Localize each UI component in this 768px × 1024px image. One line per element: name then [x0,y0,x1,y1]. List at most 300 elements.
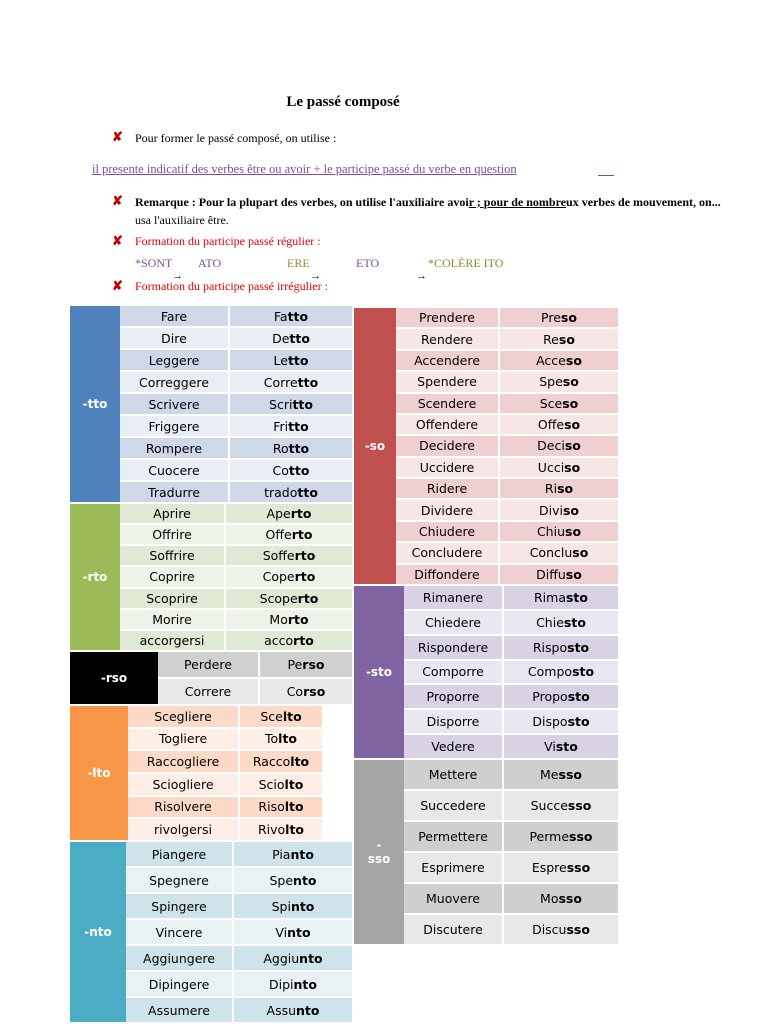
table-row [404,884,620,915]
participle-cell [234,894,354,920]
rule-underline [598,175,614,176]
participle-stem: Succe [530,798,568,813]
participle-stem: Spe [539,374,563,390]
infinitive-cell: Permettere [404,822,504,853]
participle-cell [504,586,620,611]
table-row [120,525,354,546]
participle-stem: Espre [531,860,567,875]
participle-ending: so [562,374,579,390]
table-row [404,685,620,710]
participle-stem: Scri [269,396,293,412]
participle-ending: sso [567,798,592,813]
remark-part-b: r ; pour de nombre [468,195,567,209]
infinitive-cell: Rimanere [404,586,504,611]
participle-ending: tto [297,484,318,500]
table-row [126,842,354,868]
participle-stem: Discu [532,922,567,937]
infinitive-cell: Aprire [120,504,226,525]
table-row [396,565,620,586]
participle-cell [504,822,620,853]
bullet-cross-icon: ✘ [112,233,123,248]
table-row [396,372,620,393]
participle-ending: so [564,417,581,433]
ending-label-so: -so [354,308,396,586]
bullet-cross-icon: ✘ [112,129,123,144]
table-row [120,482,354,504]
infinitive-cell: Dipingere [126,972,234,998]
table-row [404,791,620,822]
table-row [126,920,354,946]
participle-ending: rto [293,632,314,648]
infinitive-cell: Aggiungere [126,946,234,972]
participle-ending: lto [282,708,302,724]
participle-stem: Re [543,331,559,347]
participle-stem: Divi [539,502,563,518]
ending-ato: ATO [198,256,222,270]
participle-cell [500,500,620,521]
participle-stem: Racco [252,754,291,770]
participle-stem: Chie [536,614,564,630]
infinitive-cell: Prendere [396,308,500,329]
table-row [120,438,354,460]
ending-label-sto: -sto [354,586,404,760]
participle-cell [230,372,354,394]
participle-stem: Co [286,684,304,699]
participle-cell [230,394,354,416]
participle-cell [230,350,354,372]
participle-ending: lto [285,822,305,838]
participle-stem: Co [272,462,289,478]
participle-stem: Pe [287,657,303,672]
participle-stem: Chiu [536,524,565,540]
participle-cell [504,661,620,686]
table-row [404,822,620,853]
bullet-cross-icon: ✘ [112,193,123,208]
table-row [396,479,620,500]
ending-label-lto: -lto [70,706,128,842]
table-row [404,586,620,611]
infinitive-cell: Chiudere [396,522,500,543]
table-row [396,500,620,521]
participle-cell [504,915,620,946]
participle-cell [230,328,354,350]
participle-ending: rto [287,611,309,627]
table-row [120,372,354,394]
participle-ending: tto [287,352,309,368]
table-row [120,306,354,328]
participle-cell [500,329,620,350]
participle-ending: sso [569,829,593,844]
remark-line-2: usa l'auxiliaire être. [135,213,229,227]
participle-cell [500,372,620,393]
participle-stem: Riso [258,799,285,815]
participle-ending: tto [297,374,319,390]
participle-stem: Vi [544,739,556,755]
participle-stem: trado [264,484,298,500]
participle-ending: tto [292,396,313,412]
participle-ending: tto [288,462,310,478]
table-row [158,652,354,679]
table-row [396,308,620,329]
infinitive-cell: Scendere [396,394,500,415]
participle-cell [230,306,354,328]
participle-stem: Cope [262,569,295,585]
participle-ending: lto [284,799,304,815]
infinitive-cell: Offrire [120,525,226,546]
infinitive-cell: Disporre [404,710,504,735]
participle-ending: nto [296,1002,320,1018]
participle-ending: sto [555,739,578,755]
rule-line: il presente indicatif des verbes être ou avoir + le participe passé du verbe en question [92,162,517,176]
participle-stem: Assu [266,1002,297,1018]
ending-sont: *SONT [135,256,173,270]
participle-ending: so [572,545,589,561]
participle-stem: Offe [537,417,565,433]
participle-stem: Fa [273,308,288,324]
table-row [404,735,620,760]
infinitive-cell: Spingere [126,894,234,920]
participle-ending: nto [287,924,311,940]
table-row [128,774,324,797]
table-row [404,760,620,791]
participle-cell [500,415,620,436]
participle-cell [230,482,354,504]
infinitive-cell: Chiedere [404,611,504,636]
participle-ending: rso [303,684,326,699]
ending-label-tto: -tto [70,306,120,504]
participle-ending: sto [565,589,588,605]
ending-label-nto: -nto [70,842,126,1024]
infinitive-cell: Discutere [404,915,504,946]
participle-stem: Ri [544,481,558,497]
participle-cell [500,543,620,564]
table-row [396,522,620,543]
table-row [120,631,354,652]
participle-cell [230,460,354,482]
table-row [128,797,324,820]
participle-cell [260,679,354,706]
infinitive-cell: Correre [158,679,260,706]
table-row [120,504,354,525]
table-row [126,946,354,972]
participle-ending: rto [297,590,319,606]
participle-cell [226,610,354,631]
table-row [396,394,620,415]
participle-ending: lto [284,776,304,792]
participle-cell [230,438,354,460]
participle-cell [240,751,324,774]
participle-ending: nto [293,872,317,888]
infinitive-cell: Raccogliere [128,751,240,774]
participle-cell [504,735,620,760]
participle-stem: Mo [269,611,288,627]
participle-cell [226,504,354,525]
arrow-icon: → [310,270,321,282]
participle-cell [504,760,620,791]
participle-ending: sso [566,860,591,875]
participle-cell [234,842,354,868]
participle-ending: so [562,502,579,518]
participle-cell [234,946,354,972]
participle-ending: so [565,566,582,582]
regular-heading: Formation du participe passé régulier : [135,234,321,248]
intro-line: Pour former le passé composé, on utilise : [135,131,337,145]
arrow-icon: → [172,270,183,282]
participle-stem: Sce [260,708,283,724]
table-row [396,543,620,564]
infinitive-cell: Fare [120,306,230,328]
table-sso [354,760,620,946]
infinitive-cell: Vedere [404,735,504,760]
participle-stem: Scope [259,590,298,606]
participle-ending: tto [288,440,310,456]
participle-ending: lto [290,754,310,770]
infinitive-cell: Proporre [404,685,504,710]
participle-cell [240,729,324,752]
participle-stem: Sce [539,395,563,411]
ending-label-rso: -rso [70,652,158,706]
ending-colere: *COLÈRE ITO [428,256,504,270]
participle-cell [240,774,324,797]
infinitive-cell: Perdere [158,652,260,679]
infinitive-cell: Piangere [126,842,234,868]
participle-stem: Propo [532,689,568,705]
participle-ending: tto [288,418,309,434]
participle-stem: Diffu [536,566,566,582]
participle-ending: nto [290,898,315,914]
participle-ending: so [558,331,575,347]
participle-cell [500,394,620,415]
table-row [120,350,354,372]
table-row [126,972,354,998]
table-row [396,436,620,457]
participle-ending: so [564,459,581,475]
participle-cell [260,652,354,679]
table-rto [70,504,354,652]
infinitive-cell: Cuocere [120,460,230,482]
table-row [126,868,354,894]
table-row [120,460,354,482]
participle-stem: De [272,330,290,346]
ending-eto: ETO [356,256,380,270]
table-row [404,853,620,884]
infinitive-cell: Risolvere [128,797,240,820]
participle-cell [500,436,620,457]
infinitive-cell: Sciogliere [128,774,240,797]
infinitive-cell: Succedere [404,791,504,822]
participle-stem: Corre [263,374,298,390]
participle-cell [226,631,354,652]
infinitive-cell: Friggere [120,416,230,438]
table-lto [70,706,324,842]
participle-stem: Rispo [532,639,568,655]
table-row [120,610,354,631]
participle-stem: Pia [272,846,291,862]
participle-stem: Ape [266,506,291,522]
participle-stem: Rivo [257,822,286,838]
table-row [120,589,354,610]
table-so [354,308,620,586]
participle-cell [504,685,620,710]
table-row [128,819,324,842]
participle-cell [500,308,620,329]
participle-ending: nto [293,976,317,992]
participle-stem: Acce [536,352,566,368]
participle-stem: Vi [275,924,288,940]
participle-stem: Dispo [532,714,568,730]
table-row [158,679,354,706]
infinitive-cell: Coprire [120,567,226,588]
participle-stem: Rima [533,589,566,605]
participle-ending: nto [299,950,323,966]
participle-ending: sto [563,614,586,630]
participle-stem: Spi [271,898,291,914]
participle-ending: rto [294,548,316,564]
participle-ending: sto [572,664,595,680]
participle-ending: rto [290,506,312,522]
participle-stem: To [264,731,279,747]
participle-cell [504,636,620,661]
participle-ending: so [560,310,577,326]
participle-cell [500,479,620,500]
participle-stem: Ro [272,440,289,456]
remark-part-c: ux verbes de mouvement, on... [566,195,721,209]
participle-cell [226,567,354,588]
infinitive-cell: Scrivere [120,394,230,416]
infinitive-cell: Togliere [128,729,240,752]
ending-label-rto: -rto [70,504,120,652]
participle-stem: Le [273,352,288,368]
participle-ending: sso [566,922,590,937]
participle-cell [240,706,324,729]
participle-cell [500,458,620,479]
table-row [396,415,620,436]
infinitive-cell: Concludere [396,543,500,564]
participle-stem: Conclu [529,545,573,561]
participle-cell [234,920,354,946]
infinitive-cell: Comporre [404,661,504,686]
table-row [396,351,620,372]
infinitive-cell: Spegnere [126,868,234,894]
participle-cell [226,525,354,546]
participle-stem: Compo [527,664,573,680]
table-row [126,998,354,1024]
infinitive-cell: Offendere [396,415,500,436]
participle-cell [234,868,354,894]
table-row [128,729,324,752]
infinitive-cell: Esprimere [404,853,504,884]
participle-cell [226,546,354,567]
participle-stem: Fri [273,418,289,434]
table-tto [70,306,354,504]
participle-cell [500,565,620,586]
infinitive-cell: Dire [120,328,230,350]
participle-stem: Offe [265,527,292,543]
participle-stem: Ucci [537,459,565,475]
remark-part-a: Remarque : Pour la plupart des verbes, on utilise l'auxiliaire avoi [135,195,469,209]
table-row [120,416,354,438]
participle-cell [226,589,354,610]
participle-stem: Perme [529,829,570,844]
infinitive-cell: Mettere [404,760,504,791]
page-title: Le passé composé [286,94,400,110]
participle-cell [504,611,620,636]
participle-stem: Deci [537,438,565,454]
irregular-heading: Formation du participe passé irrégulier : [135,279,328,293]
participle-stem: Pre [541,310,561,326]
table-row [396,329,620,350]
participle-stem: Mo [540,891,559,906]
participle-cell [504,853,620,884]
table-row [120,546,354,567]
infinitive-cell: Rendere [396,329,500,350]
participle-ending: sto [567,639,590,655]
participle-stem: acco [264,632,294,648]
table-row [404,611,620,636]
table-row [128,706,324,729]
participle-stem: Aggiu [263,950,300,966]
table-row [120,567,354,588]
table-row [120,328,354,350]
participle-stem: Spe [269,872,294,888]
participle-stem: Me [540,767,559,782]
participle-ending: so [564,438,581,454]
arrow-icon: → [416,270,427,282]
participle-cell [234,972,354,998]
participle-stem: Soffe [262,548,295,564]
participle-ending: sso [558,891,582,906]
table-row [128,751,324,774]
participle-cell [234,998,354,1024]
ending-ere: ERE [287,256,310,270]
infinitive-cell: Vincere [126,920,234,946]
infinitive-cell: Correggere [120,372,230,394]
participle-ending: tto [289,330,310,346]
infinitive-cell: Scegliere [128,706,240,729]
participle-ending: tto [287,308,309,324]
infinitive-cell: accorgersi [120,631,226,652]
participle-ending: sto [567,689,590,705]
participle-ending: so [565,352,582,368]
participle-stem: Scio [258,776,285,792]
participle-cell [504,884,620,915]
remark-line [135,195,721,209]
infinitive-cell: Muovere [404,884,504,915]
participle-ending: so [565,524,582,540]
infinitive-cell: Uccidere [396,458,500,479]
participle-ending: sso [558,767,582,782]
infinitive-cell: Morire [120,610,226,631]
participle-ending: so [557,481,574,497]
participle-cell [240,819,324,842]
participle-cell [230,416,354,438]
infinitive-cell: Tradurre [120,482,230,504]
infinitive-cell: Accendere [396,351,500,372]
infinitive-cell: Rompere [120,438,230,460]
infinitive-cell: Diffondere [396,565,500,586]
participle-cell [504,791,620,822]
participle-ending: so [562,395,579,411]
participle-ending: rto [291,527,313,543]
infinitive-cell: Spendere [396,372,500,393]
table-nto [70,842,354,1024]
infinitive-cell: Dividere [396,500,500,521]
infinitive-cell: Ridere [396,479,500,500]
table-row [120,394,354,416]
infinitive-cell: rivolgersi [128,819,240,842]
participle-ending: rto [294,569,316,585]
table-row [404,915,620,946]
